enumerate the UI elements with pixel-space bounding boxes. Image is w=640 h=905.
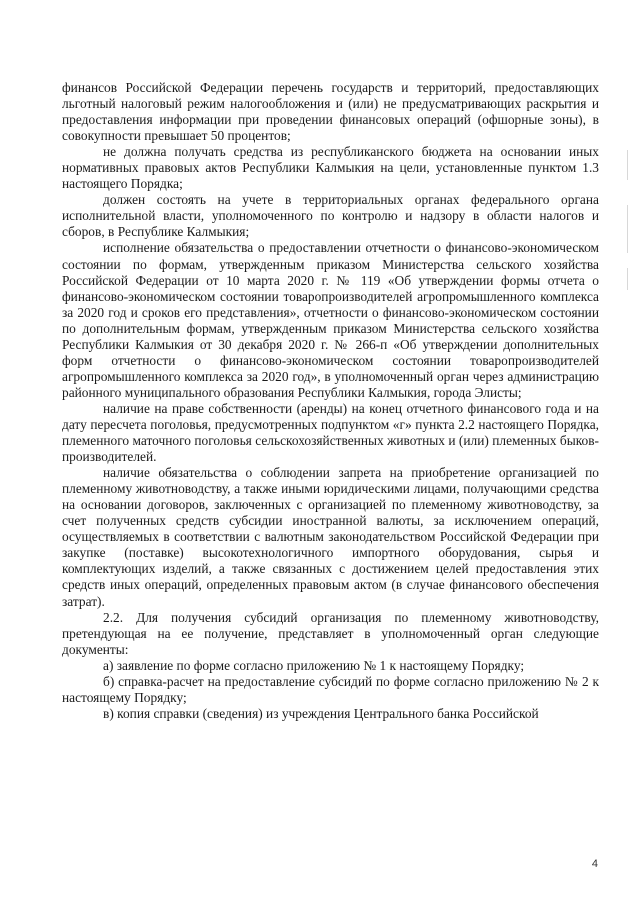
paragraph-9: б) справка-расчет на предоставление субсидий по форме согласно приложению № 2 к настоящему Порядку; <box>62 673 599 705</box>
scan-artifact <box>627 268 628 290</box>
paragraph-4: исполнение обязательства о предоставлении отчетности о финансово-экономическом состоянии по формам, утвержденным приказом Министерства сельского хозяйства Российской Федерации от 10 марта 2020 г. № 119 «Об утверждении формы отчета о финансово-экономическом состоянии товаропроизводителей агропромышленного комплекса за 2020 год и сроков его представления», отчетности о финансово-экономическом состоянии по дополнительным формам, утвержденным приказом Министерства сельского хозяйства Республики Калмыкия от 30 декабря 2020 г. № 266-п «Об утверждении дополнительных форм отчетности о финансово-экономическом состоянии товаропроизводителей агропромышленного комплекса за 2020 год», в уполномоченный орган через администрацию районного муниципального образования Республики Калмыкия, города Элисты; <box>62 240 599 400</box>
document-body <box>62 80 599 722</box>
paragraph-1: финансов Российской Федерации перечень государств и территорий, предоставляющих льготный налоговый режим налогообложения и (или) не предусматривающих раскрытия и предоставления информации при проведении финансовых операций (офшорные зоны), в совокупности превышает 50 процентов; <box>62 80 599 144</box>
paragraph-2: не должна получать средства из республиканского бюджета на основании иных нормативных правовых актов Республики Калмыкия на цели, установленные пунктом 1.3 настоящего Порядка; <box>62 144 599 192</box>
paragraph-6: наличие обязательства о соблюдении запрета на приобретение организацией по племенному животноводству, а также иными юридическими лицами, получающими средства на основании договоров, заключенных с организацией по племенному животноводству, за счет полученных средств субсидии иностранной валюты, за исключением операций, осуществляемых в соответствии с валютным законодательством Российской Федерации при закупке (поставке) высокотехнологичного импортного оборудования, сырья и комплектующих изделий, а также связанных с достижением целей предоставления этих средств иных операций, определенных правовым актом (в случае финансового обеспечения затрат). <box>62 465 599 609</box>
paragraph-10: в) копия справки (сведения) из учреждения Центрального банка Российской <box>103 705 539 721</box>
page-number: 4 <box>591 858 598 870</box>
paragraph-7: 2.2. Для получения субсидий организация по племенному животноводству, претендующая на ее получение, представляет в уполномоченный орган следующие документы: <box>62 609 599 657</box>
scan-artifact <box>627 205 628 253</box>
paragraph-3: должен состоять на учете в территориальных органах федерального органа исполнительной власти, уполномоченного по контролю и надзору в области налогов и сборов, в Республике Калмыкия; <box>62 192 599 240</box>
paragraph-5: наличие на праве собственности (аренды) на конец отчетного финансового года и на дату пересчета поголовья, предусмотренных подпунктом «г» пункта 2.2 настоящего Порядка, племенного маточного поголовья сельскохозяйственных животных и (или) племенных быков-производителей. <box>62 400 599 465</box>
scan-artifact <box>627 150 628 180</box>
paragraph-8: а) заявление по форме согласно приложению № 1 к настоящему Порядку; <box>103 657 525 673</box>
